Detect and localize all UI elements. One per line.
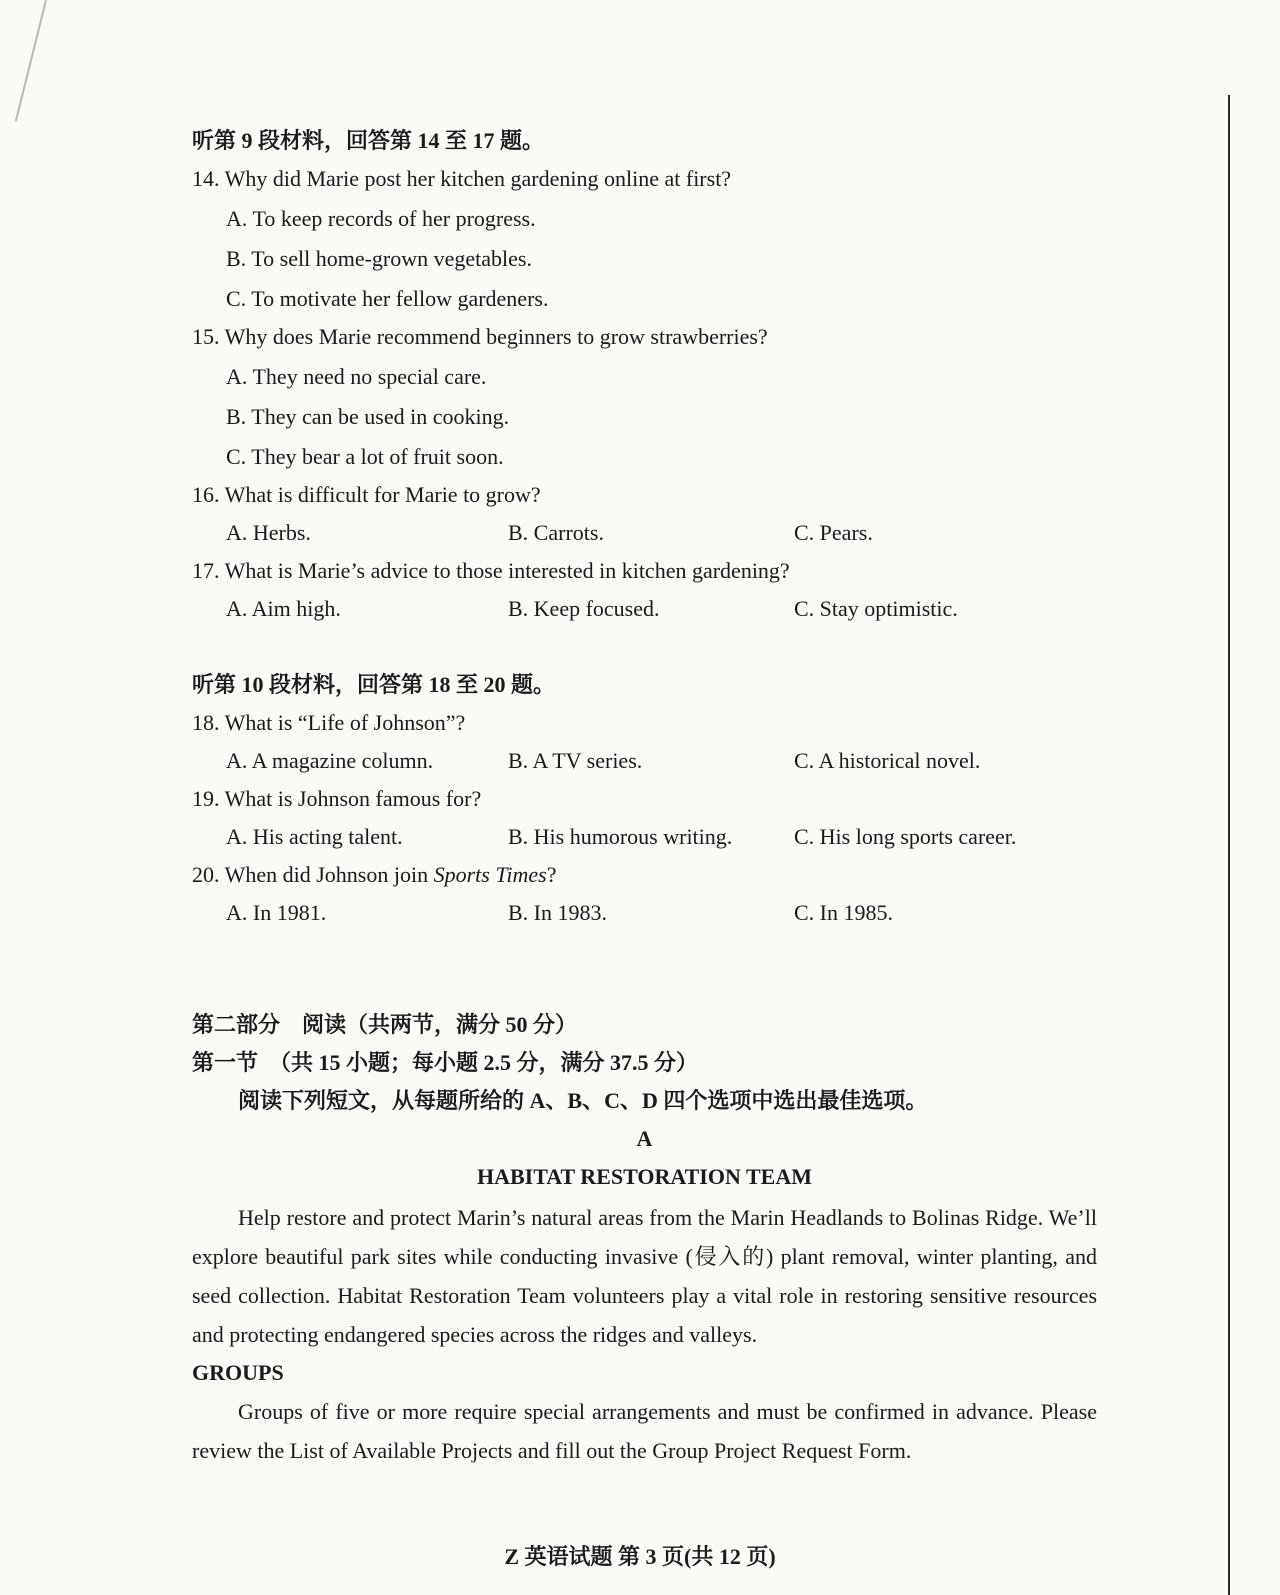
exam-page [192,128,1097,1470]
q19-option-c: C. His long sports career. [794,824,1017,849]
q16-stem: 16. What is difficult for Marie to grow? [192,482,541,507]
q16-option-c: C. Pears. [794,520,873,545]
q15-option-a: A. They need no special care. [226,364,487,389]
passage-title: HABITAT RESTORATION TEAM [477,1164,812,1189]
page-footer: Z 英语试题 第 3 页(共 12 页) [504,1544,776,1569]
part2-heading: 第二部分 阅读（共两节，满分 50 分） [192,1012,578,1037]
q20-stem-italic: Sports Times [433,862,547,887]
page-edge-line [1228,95,1230,1595]
q19-options [192,824,1097,850]
q18-stem: 18. What is “Life of Johnson”? [192,710,466,735]
q17-option-b: B. Keep focused. [508,596,660,621]
passage-letter: A [636,1126,653,1151]
q20-stem [192,862,1097,888]
q16-options [192,520,1097,546]
q20-option-b: B. In 1983. [508,900,607,925]
q19-option-b: B. His humorous writing. [508,824,733,849]
q19-stem: 19. What is Johnson famous for? [192,786,482,811]
q17-option-c: C. Stay optimistic. [794,596,958,621]
q15-option-c: C. They bear a lot of fruit soon. [226,444,504,469]
q20-option-a: A. In 1981. [226,900,327,925]
q17-option-a: A. Aim high. [226,596,341,621]
q14-option-a: A. To keep records of her progress. [226,206,536,231]
q18-option-a: A. A magazine column. [226,748,434,773]
q16-option-b: B. Carrots. [508,520,604,545]
section9-heading: 听第 9 段材料，回答第 14 至 17 题。 [192,128,545,153]
q19-option-a: A. His acting talent. [226,824,403,849]
part2-sub-heading: 第一节 （共 15 小题；每小题 2.5 分，满分 37.5 分） [192,1050,699,1075]
passage-paragraph-2: Groups of five or more require special arrangements and must be confirmed in advance. Please review the List of Available Projects and fill out the Group Project Request Form. [192,1399,1097,1463]
q20-stem-prefix: 20. When did Johnson join [192,862,434,887]
q18-option-c: C. A historical novel. [794,748,981,773]
q15-stem: 15. Why does Marie recommend beginners to grow strawberries? [192,324,768,349]
q15-option-b: B. They can be used in cooking. [226,404,510,429]
q17-options [192,596,1097,622]
q18-option-b: B. A TV series. [508,748,643,773]
q18-options [192,748,1097,774]
part2-instruction: 阅读下列短文，从每题所给的 A、B、C、D 四个选项中选出最佳选项。 [238,1088,928,1113]
section10-heading: 听第 10 段材料，回答第 18 至 20 题。 [192,672,556,697]
q20-options [192,900,1097,926]
groups-heading: GROUPS [192,1360,284,1385]
q17-stem: 17. What is Marie’s advice to those interested in kitchen gardening? [192,558,790,583]
q16-option-a: A. Herbs. [226,520,311,545]
q14-option-c: C. To motivate her fellow gardeners. [226,286,549,311]
q20-stem-suffix: ? [546,862,557,887]
scan-edge-mark [15,0,47,122]
passage-paragraph-1: Help restore and protect Marin’s natural areas from the Marin Headlands to Bolinas Ridge. We’ll explore beautiful park sites while conducting invasive (侵入的) plant removal, winter planting, and seed collection. Habitat Restoration Team volunteers play a vital role in restoring sensitive resources and protecting endangered species across the ridges and valleys. [192,1205,1097,1347]
q14-stem: 14. Why did Marie post her kitchen gardening online at first? [192,166,732,191]
q14-option-b: B. To sell home-grown vegetables. [226,246,532,271]
q20-option-c: C. In 1985. [794,900,893,925]
